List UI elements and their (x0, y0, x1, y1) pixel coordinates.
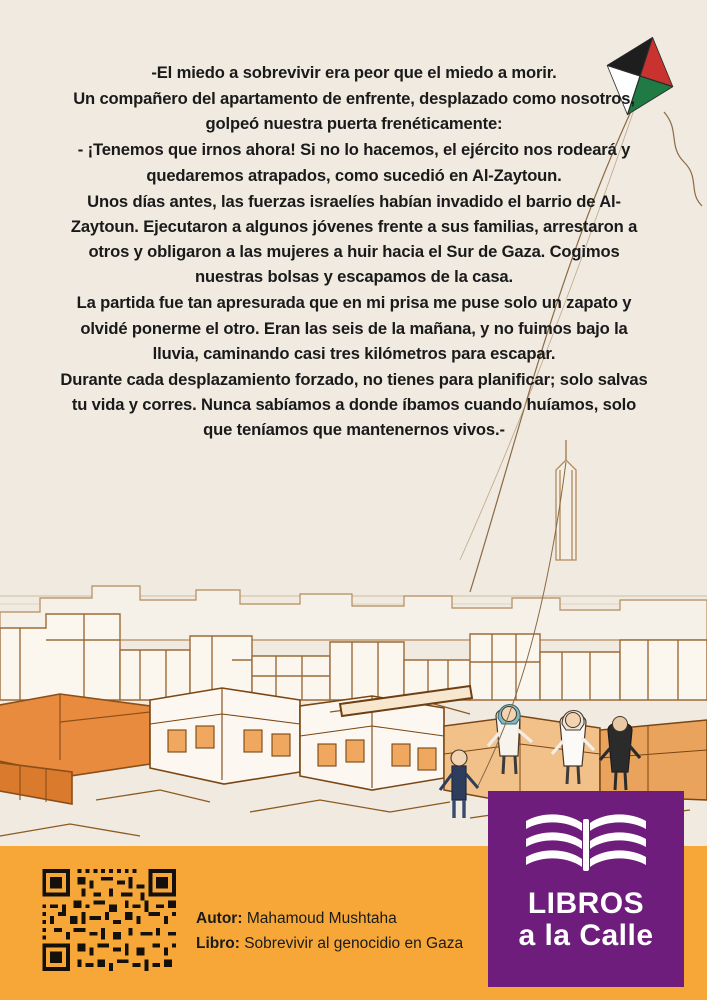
publisher-name-line2: a la Calle (518, 918, 654, 952)
publisher-name-line1: LIBROS (527, 887, 645, 920)
credit-author-value: Mahamoud Mushtaha (246, 909, 397, 927)
qr-code[interactable] (37, 865, 185, 975)
quote-text-block (56, 60, 652, 443)
quote-paragraph-2: Un compañero del apartamento de enfrente, desplazado como nosotros, golpeó nuestra puerta frenéticamente: (73, 89, 635, 134)
quote-paragraph-6: Durante cada desplazamiento forzado, no tienes para planificar; solo salvas tu vida y corres. Nunca sabíamos a donde íbamos cuando huíamos, solo que teníamos que mantenernos vivos.- (60, 369, 648, 440)
credit-book-line (196, 931, 463, 956)
credit-book-label: Libro: (196, 934, 240, 952)
quote-paragraph-4: Unos días antes, las fuerzas israelíes habían invadido el barrio de Al-Zaytoun. Ejecutaron a algunos jóvenes frente a sus familias, arrestaron a otros y obligaron a las mujeres a huir hacia el Sur de Gaza. Cogimos nuestras bolsas y escapamos de la casa. (70, 191, 638, 287)
publisher-name (518, 889, 653, 951)
quote-paragraph-5: La partida fue tan apresurada que en mi prisa me puse solo un zapato y olvidé ponerme el otro. Eran las seis de la mañana, y no fuimos bajo la lluvia, caminando casi tres kilómetros para escapar. (76, 293, 632, 363)
quote-paragraph-3: - ¡Tenemos que irnos ahora! Si no lo hacemos, el ejército nos rodeará y quedaremos atrapados, como sucedió en Al-Zaytoun. (77, 140, 631, 185)
credit-author-label: Autor: (196, 909, 243, 927)
credit-author-line (196, 906, 463, 931)
quote-paragraph-1: -El miedo a sobrevivir era peor que el miedo a morir. (151, 63, 557, 82)
credits (196, 906, 463, 956)
open-book-icon (524, 809, 648, 881)
credit-book-value: Sobrevivir al genocidio en Gaza (244, 934, 464, 952)
publisher-logo[interactable] (488, 791, 684, 987)
